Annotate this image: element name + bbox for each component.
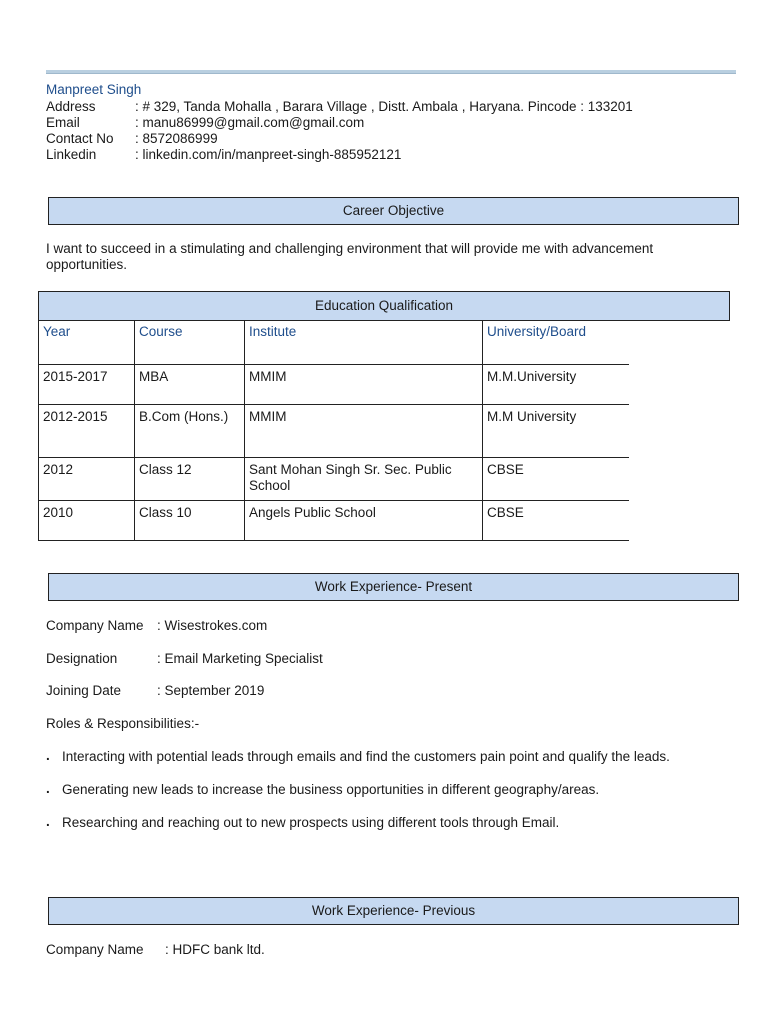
table-cell: M.M University xyxy=(483,404,629,457)
table-cell: Sant Mohan Singh Sr. Sec. Public School xyxy=(245,457,483,500)
career-objective-text: I want to succeed in a stimulating and challenging environment that will provide me with advancement opportunities. xyxy=(46,241,654,272)
bullet-text: Generating new leads to increase the business opportunities in different geography/areas. xyxy=(62,782,600,797)
table-header-cell: Course xyxy=(135,320,245,364)
field-label: Company Name xyxy=(46,618,144,633)
section-career-objective: Career Objective xyxy=(48,197,739,225)
table-cell: 2012 xyxy=(39,457,135,500)
bullet-text: Researching and reaching out to new prospects using different tools through Email. xyxy=(62,815,560,830)
contact-value: : manu86999@gmail.com@gmail.com xyxy=(135,115,365,130)
table-row xyxy=(39,457,629,500)
field-value: : Email Marketing Specialist xyxy=(157,651,323,666)
table-cell: B.Com (Hons.) xyxy=(135,404,245,457)
field-value: : Wisestrokes.com xyxy=(157,618,268,633)
contact-label: Contact No xyxy=(46,131,114,146)
section-education: Education Qualification xyxy=(38,291,730,321)
education-table xyxy=(38,320,629,541)
contact-value: : # 329, Tanda Mohalla , Barara Village , Distt. Ambala , Haryana. Pincode : 133201 xyxy=(135,99,633,114)
field-value: : September 2019 xyxy=(157,683,265,698)
table-cell: MMIM xyxy=(245,404,483,457)
table-cell: Angels Public School xyxy=(245,500,483,540)
table-cell: Class 12 xyxy=(135,457,245,500)
contact-label: Address xyxy=(46,99,96,114)
table-header-cell: Institute xyxy=(245,320,483,364)
table-cell: CBSE xyxy=(483,457,629,500)
table-cell: 2012-2015 xyxy=(39,404,135,457)
table-cell: CBSE xyxy=(483,500,629,540)
candidate-name: Manpreet Singh xyxy=(46,82,142,97)
top-rule xyxy=(46,70,736,74)
field-label: Joining Date xyxy=(46,683,122,698)
bullet-marker: . xyxy=(46,781,50,796)
table-row xyxy=(39,404,629,457)
bullet-marker: . xyxy=(46,748,50,763)
contact-value: : 8572086999 xyxy=(135,131,218,146)
field-label: Company Name xyxy=(46,942,144,957)
table-cell: 2010 xyxy=(39,500,135,540)
contact-value: : linkedin.com/in/manpreet-singh-885952121 xyxy=(135,147,402,162)
table-cell: M.M.University xyxy=(483,364,629,404)
table-cell: MBA xyxy=(135,364,245,404)
bullet-text: Interacting with potential leads through emails and find the customers pain point and qualify the leads. xyxy=(62,749,670,764)
field-label: Roles & Responsibilities:- xyxy=(46,716,200,731)
table-row xyxy=(39,364,629,404)
contact-label: Email xyxy=(46,115,80,130)
field-value: : HDFC bank ltd. xyxy=(165,942,265,957)
table-header-cell: University/Board xyxy=(483,320,629,364)
field-label: Designation xyxy=(46,651,118,666)
table-row xyxy=(39,500,629,540)
table-cell: Class 10 xyxy=(135,500,245,540)
contact-label: Linkedin xyxy=(46,147,97,162)
table-header-row xyxy=(39,320,629,364)
table-cell: 2015-2017 xyxy=(39,364,135,404)
table-cell: MMIM xyxy=(245,364,483,404)
section-work-previous: Work Experience- Previous xyxy=(48,897,739,925)
bullet-marker: . xyxy=(46,814,50,829)
section-work-present: Work Experience- Present xyxy=(48,573,739,601)
table-header-cell: Year xyxy=(39,320,135,364)
